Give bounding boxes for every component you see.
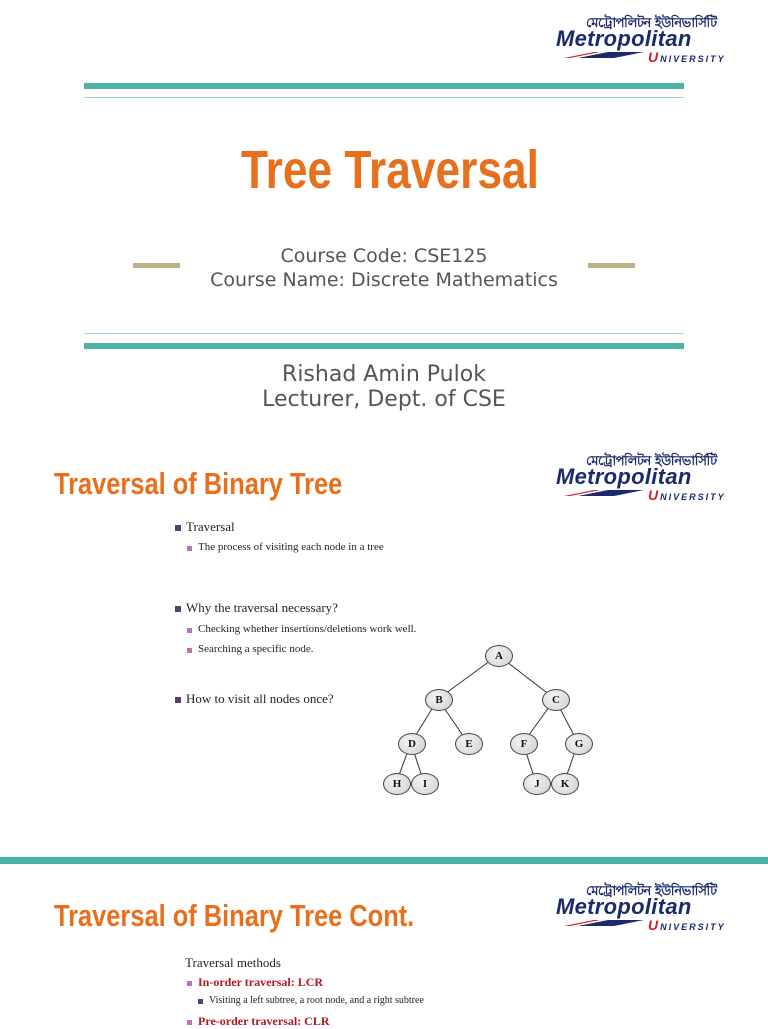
bullet-why: Why the traversal necessary?	[186, 600, 338, 615]
sub-bullet-searching: Searching a specific node.	[198, 643, 314, 655]
course-name: Course Name: Discrete Mathematics	[210, 269, 558, 291]
slide-divider	[0, 857, 768, 864]
bottom-rule-thick	[84, 343, 684, 349]
logo-university: UNIVERSITY	[648, 487, 726, 503]
logo-bengali-text: মেট্রোপলিটন ইউনিভার্সিটি	[586, 884, 717, 899]
tree-node-c: C	[542, 689, 570, 711]
logo-name: Metropolitan	[556, 464, 692, 489]
logo-university: UNIVERSITY	[648, 917, 726, 933]
bullet-square	[198, 999, 203, 1004]
tree-node-j: J	[523, 773, 551, 795]
top-rule-thick	[84, 83, 684, 89]
logo-bengali-text: মেট্রোপলিটন ইউনিভার্সিটি	[586, 16, 717, 31]
slide-1	[0, 0, 768, 430]
university-logo	[556, 14, 756, 64]
inorder-item: In-order traversal: LCR	[198, 975, 324, 989]
author-designation: Lecturer, Dept. of CSE	[262, 387, 506, 412]
logo-swoosh-icon	[564, 920, 644, 926]
slide-title: Traversal of Binary Tree Cont.	[54, 898, 415, 933]
sub-bullet-square	[187, 1020, 192, 1025]
sub-bullet-definition: The process of visiting each node in a tree	[198, 541, 384, 553]
left-accent-bar	[133, 263, 180, 268]
university-logo	[556, 882, 756, 932]
tree-node-f: F	[510, 733, 538, 755]
tree-node-d: D	[398, 733, 426, 755]
sub-bullet-checking: Checking whether insertions/deletions work well.	[198, 623, 417, 635]
top-rule-thin	[84, 97, 684, 98]
tree-node-b: B	[425, 689, 453, 711]
tree-node-h: H	[383, 773, 411, 795]
bullet-traversal: Traversal	[186, 519, 235, 534]
logo-name: Metropolitan	[556, 26, 692, 51]
page-title: Tree Traversal	[241, 140, 539, 200]
tree-node-a: A	[485, 645, 513, 667]
logo-bengali-text: মেট্রোপলিটন ইউনিভার্সিটি	[586, 454, 717, 469]
preorder-item: Pre-order traversal: CLR	[198, 1014, 330, 1028]
tree-node-e: E	[455, 733, 483, 755]
logo-swoosh-icon	[564, 52, 644, 58]
course-code: Course Code: CSE125	[280, 245, 488, 267]
tree-node-k: K	[551, 773, 579, 795]
slide-2	[0, 430, 768, 856]
tree-node-g: G	[565, 733, 593, 755]
sub-bullet-square	[187, 981, 192, 986]
author-name: Rishad Amin Pulok	[282, 362, 486, 387]
right-accent-bar	[588, 263, 635, 268]
logo-university: UNIVERSITY	[648, 49, 726, 65]
slide-3	[0, 864, 768, 1028]
slide-title: Traversal of Binary Tree	[54, 466, 343, 501]
traversal-methods-heading: Traversal methods	[185, 955, 281, 970]
bullet-how: How to visit all nodes once?	[186, 691, 334, 706]
tree-edges	[0, 430, 768, 856]
tree-node-i: I	[411, 773, 439, 795]
inorder-description: Visiting a left subtree, a root node, and a right subtree	[209, 995, 424, 1006]
logo-name: Metropolitan	[556, 894, 692, 919]
bottom-rule-thin	[84, 333, 684, 334]
